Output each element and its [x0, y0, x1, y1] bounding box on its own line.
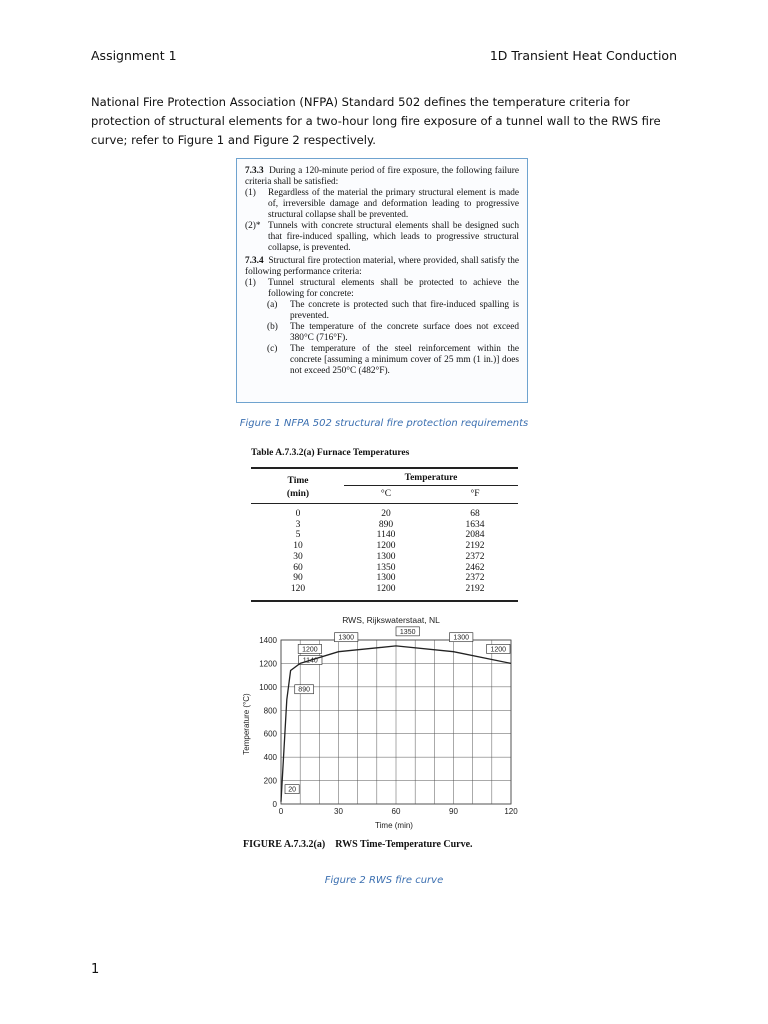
data-label	[298, 644, 321, 653]
chart-title: RWS, Rijkswaterstaat, NL	[342, 615, 440, 625]
data-label-text: 1200	[302, 646, 318, 654]
list-item	[245, 278, 519, 300]
data-label-text: 1300	[453, 634, 469, 642]
table-cell: 1200	[376, 583, 396, 594]
temperature-header: Temperature	[404, 473, 458, 483]
item-text: Tunnels with concrete structural elements shall be designed such that fire-induced spalling, which leads to progressive structural collapse, is prevented.	[268, 221, 519, 253]
table-cell: 0	[295, 509, 301, 519]
item-number: (b)	[267, 322, 278, 332]
table-cell: 2084	[465, 530, 485, 541]
table-cell: 1140	[376, 530, 396, 541]
table-title: Table A.7.3.2(a) Furnace Temperatures	[251, 448, 410, 458]
item-text: The concrete is protected such that fire-induced spalling is prevented.	[290, 300, 519, 321]
data-label	[487, 644, 510, 653]
table-group-rule	[344, 485, 518, 486]
y-tick-label: 1000	[259, 682, 277, 692]
item-number: (c)	[267, 344, 278, 354]
figure-2-caption: Figure 2 RWS fire curve	[324, 875, 444, 886]
section-734-number: 7.3.4	[245, 256, 264, 266]
table-cell: 890	[378, 519, 394, 530]
data-label	[295, 685, 314, 694]
data-label-text: 890	[298, 686, 310, 694]
page-number: 1	[91, 962, 100, 977]
y-tick-label: 600	[263, 729, 277, 739]
item-number: (2)*	[245, 221, 261, 231]
fahrenheit-header: °F	[470, 489, 480, 499]
table-cell: 120	[290, 583, 306, 594]
data-label-text: 1140	[302, 657, 318, 665]
table-cell: 30	[293, 551, 303, 562]
table-cell: 2462	[465, 562, 485, 573]
table-top-rule	[251, 467, 518, 469]
table-cell: 1350	[376, 562, 396, 573]
section-733-text: During a 120-minute period of fire exposure, the following failure criteria shall be satisfied:	[245, 166, 520, 187]
time-column	[273, 509, 323, 595]
table-cell: 1200	[376, 541, 396, 552]
data-label-text: 1350	[399, 628, 416, 636]
y-tick-label: 800	[263, 706, 277, 716]
time-header: Time	[287, 476, 309, 486]
nfpa-requirements-box	[236, 158, 528, 403]
section-734-text: Structural fire protection material, where provided, shall satisfy the following performance criteria:	[245, 256, 519, 277]
fahrenheit-column	[445, 509, 505, 595]
item-text: The temperature of the steel reinforcement within the concrete [assuming a minimum cover of 25 mm (1 in.)] does not exceed 250°C (482°F).	[290, 344, 519, 376]
table-cell: 2192	[465, 583, 485, 594]
table-cell: 20	[381, 509, 391, 519]
data-label-text: 1200	[490, 646, 507, 654]
list-item	[245, 188, 519, 221]
x-tick-label: 0	[278, 807, 284, 816]
section-733	[245, 166, 519, 188]
table-bottom-rule	[251, 600, 518, 602]
table-cell: 68	[470, 509, 480, 519]
data-label-text: 1300	[338, 634, 354, 642]
x-axis-label: Time (min)	[375, 821, 413, 830]
rws-fire-curve-chart	[236, 612, 526, 834]
section-734	[245, 256, 519, 278]
x-tick-label: 90	[449, 807, 458, 816]
x-tick-label: 120	[504, 807, 518, 816]
section-733-number: 7.3.3	[245, 166, 264, 176]
table-cell: 60	[293, 562, 303, 573]
table-cell: 2372	[465, 573, 485, 584]
item-text: Regardless of the material the primary structural element is made of, irreversible damage and deformation leading to progressive structural collapse shall be prevented.	[268, 188, 519, 220]
table-cell: 90	[293, 573, 303, 584]
table-cell: 1300	[376, 573, 396, 584]
sub-list-item	[245, 300, 519, 322]
table-cell: 1300	[376, 551, 396, 562]
celsius-header: °C	[380, 489, 392, 499]
data-label	[335, 633, 358, 642]
x-tick-label: 30	[334, 807, 343, 816]
y-tick-label: 0	[272, 800, 277, 809]
item-number: (1)	[245, 188, 256, 198]
table-header-rule	[251, 503, 518, 504]
y-tick-label: 400	[263, 753, 277, 763]
list-item	[245, 221, 519, 254]
x-tick-label: 60	[391, 807, 401, 816]
item-number: (a)	[267, 300, 278, 310]
time-unit-header: (min)	[286, 489, 310, 499]
data-label	[285, 785, 299, 794]
header-right: 1D Transient Heat Conduction	[489, 48, 677, 63]
y-tick-label: 1400	[259, 636, 277, 645]
table-cell: 3	[295, 519, 301, 530]
item-number: (1)	[245, 278, 256, 288]
data-label-text: 20	[288, 786, 296, 794]
y-axis-label: Temperature (°C)	[242, 693, 251, 755]
y-tick-label: 200	[263, 776, 277, 786]
table-cell: 1634	[465, 519, 485, 530]
celsius-column	[356, 509, 416, 595]
table-cell: 5	[295, 530, 301, 541]
data-label	[396, 627, 419, 636]
sub-list-item	[245, 322, 519, 344]
y-tick-label: 1200	[259, 659, 277, 669]
item-text: The temperature of the concrete surface does not exceed 380°C (716°F).	[290, 322, 519, 343]
figure-2-title: FIGURE A.7.3.2(a) RWS Time-Temperature Curve.	[243, 839, 473, 850]
table-cell: 10	[293, 541, 303, 552]
item-text: Tunnel structural elements shall be protected to achieve the following for concrete:	[268, 278, 519, 299]
table-cell: 2372	[465, 551, 485, 562]
table-cell: 2192	[465, 541, 485, 552]
header-left: Assignment 1	[91, 48, 177, 63]
sub-list-item	[245, 344, 519, 377]
data-label	[450, 633, 473, 642]
intro-paragraph: National Fire Protection Association (NFPA) Standard 502 defines the temperature criteria for protection of structural elements for a two-hour long fire exposure of a tunnel wall to the RWS fire curve; refer to Figure 1 and Figure 2 respectively.	[91, 95, 661, 147]
figure-1-caption: Figure 1 NFPA 502 structural fire protection requirements	[239, 418, 529, 429]
